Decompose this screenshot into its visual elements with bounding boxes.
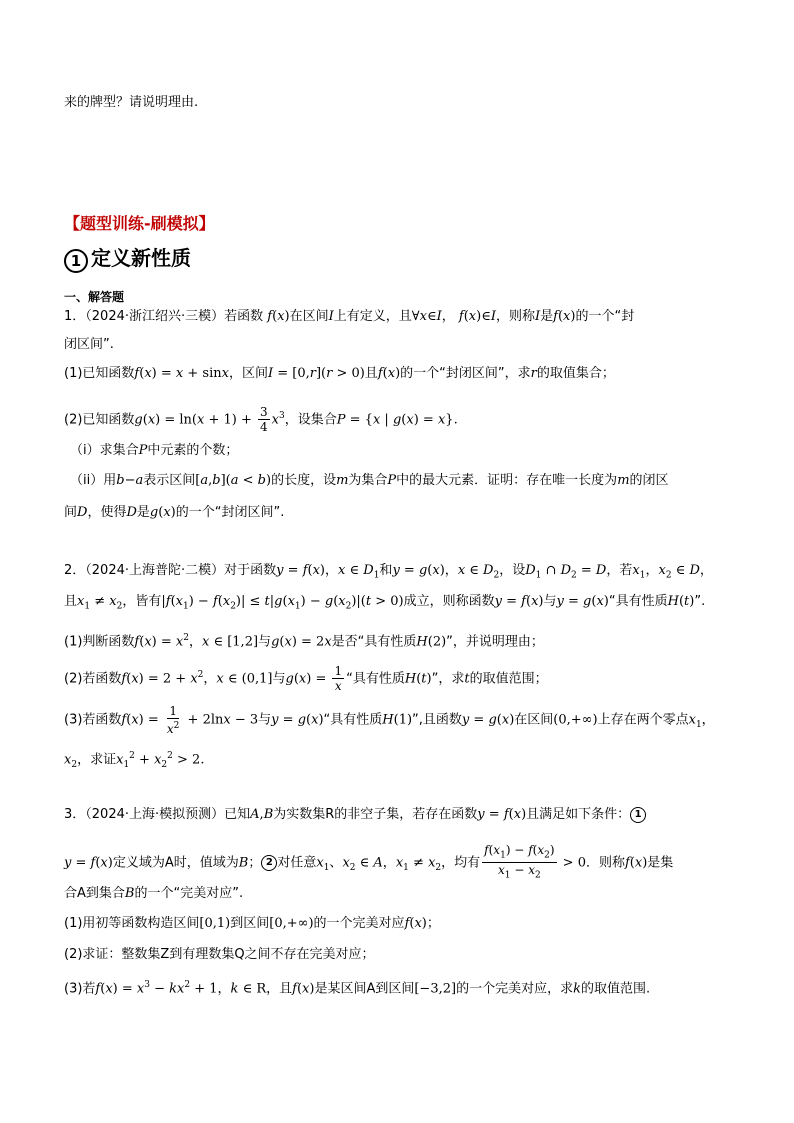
q3-intro-line3: 合A到集合B的一个“完美对应”.	[64, 886, 244, 901]
q3-intro-line2: y = f(x)定义域为A时，值域为B； 2 对任意$x_1$、$x_2$ ∈ A，$x_1 \ne x_2$，均有 $\frac{f(x_1) - f(x_2)}{x_1 - x_2}$ > 0．则称f(x)是集	[64, 843, 674, 881]
circled-number: 1	[630, 807, 646, 823]
circled-number: 2	[261, 855, 277, 871]
q2-intro-line1: 2．（2024·上海普陀·二模）对于函数y = f(x)，x ∈ $D_1$和y = g(x)，x ∈ $D_2$，设$D_1$ ∩ $D_2 = D$，若$x_1$，$x_2$ ∈ D，	[64, 563, 713, 581]
circled-number: 1	[64, 249, 88, 273]
q1-part2: (2)已知函数g(x) = ln(x + 1) + $\frac{3}{4}$ $x^3$，设集合P = {x | g(x) = x}.	[64, 405, 458, 435]
q1-sub1: （i）求集合P中元素的个数；	[70, 443, 239, 458]
q2-part3-line1: (3)若函数f(x) = $\frac{1}{x^2}$ + 2lnx − 3与y = g(x)“具有性质H(1)”,且函数y = g(x)在区间(0,+∞)上存在两个零点$x_1$，	[64, 704, 715, 736]
subheading-title: 定义新性质	[91, 246, 191, 270]
section-tag: 【题型训练-刷模拟】	[64, 214, 215, 233]
part-heading: 一、解答题	[64, 290, 125, 304]
subheading	[64, 244, 191, 273]
q2-intro-line2: 且$x_1 \ne x_2$，皆有$|f(x_1) - f(x_2)| \le t|g(x_1) - g(x_2)|(t > 0)$成立，则称函数y = f(x)与y = g(x)“具有性质H(t)”.	[64, 594, 706, 612]
q2-part1: (1)判断函数$f(x) = x^2$，x ∈ [1,2]与g(x) = 2x是否“具有性质H(2)”，并说明理由；	[64, 633, 544, 650]
q1-sub2-line1: （ii）用b−a表示区间[a,b](a < b)的长度，设m为集合P中的最大元素．证明：存在唯一长度为m的闭区	[70, 473, 669, 488]
carry-over-text: 来的牌型？请说明理由.	[64, 95, 199, 110]
q2-part3-line2: $x_2$，求证$x_1^2 + x_2^2 > 2$.	[64, 751, 205, 770]
q1-intro-line1: 1．（2024·浙江绍兴·三模）若函数 f(x)在区间I上有定义，且∀x∈I， f(x)∈I，则称I是f(x)的一个“封	[64, 309, 635, 324]
q3-part1: (1)用初等函数构造区间[0,1)到区间[0,+∞)的一个完美对应f(x)；	[64, 916, 440, 931]
q3-intro-line1: 3．（2024·上海·模拟预测）已知A,B为实数集R的非空子集，若存在函数y = f(x)且满足如下条件： 1	[64, 805, 646, 825]
q2-part2: (2)若函数$f(x) = 2 + x^2$，x ∈ (0,1]与g(x) = $\frac{1}{x}$ “具有性质H(t)”，求t的取值范围；	[64, 664, 548, 694]
q3-part3: (3)若$f(x) = x^3 - kx^2 + 1$，k ∈ R，且f(x)是某区间A到区间[−3,2]的一个完美对应，求k的取值范围.	[64, 980, 651, 997]
q1-intro-line2: 闭区间”.	[64, 337, 114, 352]
q3-part2: (2)求证：整数集Z到有理数集Q之间不存在完美对应；	[64, 947, 375, 962]
q1-part1: (1)已知函数f(x) = x + sinx，区间I = [0,r](r > 0)且f(x)的一个“封闭区间”，求r的取值集合；	[64, 366, 615, 381]
q1-sub2-line2: 间D，使得D是g(x)的一个“封闭区间”.	[64, 505, 285, 520]
